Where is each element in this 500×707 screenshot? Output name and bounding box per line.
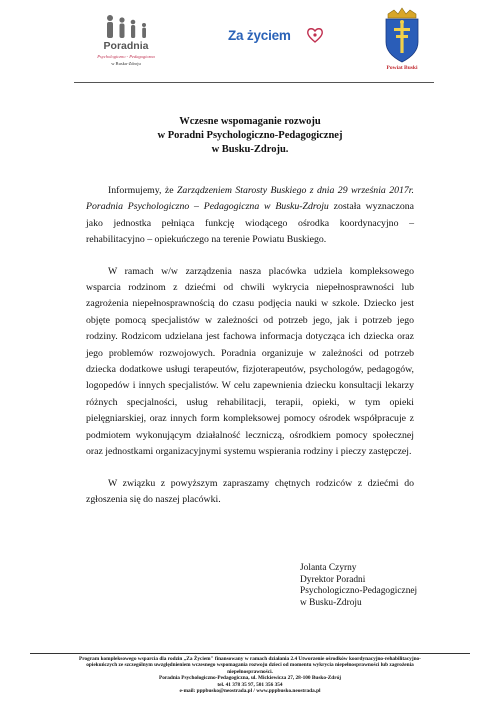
letterhead — [0, 0, 500, 95]
crest-caption: Powiat Buski — [386, 65, 418, 71]
powiat-crest — [374, 6, 430, 72]
footer-line: opiekuńczych ze szczególnym uwzględnieniem wczesnego wspomagania rozwoju dzieci od momentu wykrycia niepełnosprawności lub zagrożenia — [86, 662, 414, 669]
signature-block — [300, 563, 417, 609]
footer — [30, 656, 470, 694]
footer-divider — [30, 653, 470, 654]
za-zyciem-logo-text: Za życiem — [228, 28, 291, 43]
signature-name: Jolanta Czyrny — [300, 563, 357, 573]
poradnia-logo — [86, 12, 166, 68]
poradnia-logo-location: w Busku-Zdroju — [111, 61, 141, 66]
paragraph-announcement — [86, 183, 414, 249]
title-line: Wczesne wspomaganie rozwoju — [179, 116, 321, 127]
ordinance-reference: Zarządzeniem Starosty Buskiego z dnia 29 września 2017r. Poradnia Psychologiczno – Pedagogiczna w Busku-Zdroju — [86, 185, 414, 213]
family-icon — [100, 14, 156, 38]
footer-line: Program kompleksowego wsparcia dla rodzin „Za Życiem" finansowany w ramach działania 2.4 Utworzenie ośrodków koordynacyjno-rehabilitacyjno- — [79, 656, 421, 662]
heart-icon — [306, 25, 324, 45]
signature-line: Dyrektor Poradni — [300, 574, 366, 585]
za-zyciem-logo — [226, 22, 326, 52]
paragraph-text: Informujemy, że — [108, 185, 177, 196]
footer-contact: e-mail: pppbusko@neostrada.pl / www.pppbusko.neostrada.pl — [179, 688, 321, 695]
title-line: w Poradni Psychologiczno-Pedagogicznej — [157, 130, 343, 141]
footer-line: tel. 41 378 35 97, 501 356 354 — [217, 681, 283, 688]
title-line: w Busku-Zdroju. — [211, 144, 289, 155]
paragraph-text: została wyznaczona jako jednostka pełniąca funkcję wiodącego ośrodka koordynacyjno – rehabilitacyjno – opiekuńczego na terenie Powiatu Buskiego. — [86, 201, 415, 246]
crest-shield-icon — [374, 6, 430, 64]
document-body — [86, 183, 414, 523]
paragraph-services — [86, 264, 414, 461]
footer-line: niepełnosprawności. — [227, 668, 273, 675]
document-title — [0, 115, 500, 157]
header-divider — [74, 82, 434, 83]
poradnia-logo-subtitle: Psychologiczno - Pedagogiczna — [97, 54, 155, 59]
footer-line: Poradnia Psychologiczno-Pedagogiczna, ul. Mickiewicza 27, 28-100 Busko-Zdrój — [159, 675, 341, 682]
signature-line: w Busku-Zdroju — [300, 597, 362, 608]
poradnia-logo-title: Poradnia — [103, 40, 149, 52]
paragraph-text: W ramach w/w zarządzenia nasza placówka udziela kompleksowego wsparcia rodzinom z dziećmi od chwili wykrycia niepełnosprawności lub zagrożenia niepełnosprawnością do czasu podjęcia nauki w szkole. Dziecko jest objęte pomocą specjalistów w zależności od potrzeb jego, jak i potrzeb jego rodziny. Rodzicom udzielana jest fachowa informacja dotycząca ich dziecka oraz jego problemów rozwojowych. Poradnia organizuje w zależności od potrzeb dziecka dodatkowe usługi terapeutów, fizjoterapeutów, psychologów, pedagogów, logopedów i innych specjalistów. W celu zapewnienia dziecku konsultacji lekarzy różnych specjalności, usług rehabilitacji, terapii, opieki, w tym opieki pielęgniarskiej, oraz innych form kompleksowej pomocy ośrodek współpracuje z podmiotem wykonującym działalność leczniczą, ośrodkiem pomocy społecznej oraz jednostkami organizacyjnymi systemu wspierania rodziny i pieczy zastępczej. — [86, 265, 414, 458]
paragraph-invitation — [86, 476, 414, 509]
paragraph-text: W związku z powyższym zapraszamy chętnych rodziców z dziećmi do zgłoszenia się do naszej placówki. — [86, 477, 414, 505]
signature-line: Psychologiczno-Pedagogicznej — [300, 586, 418, 597]
